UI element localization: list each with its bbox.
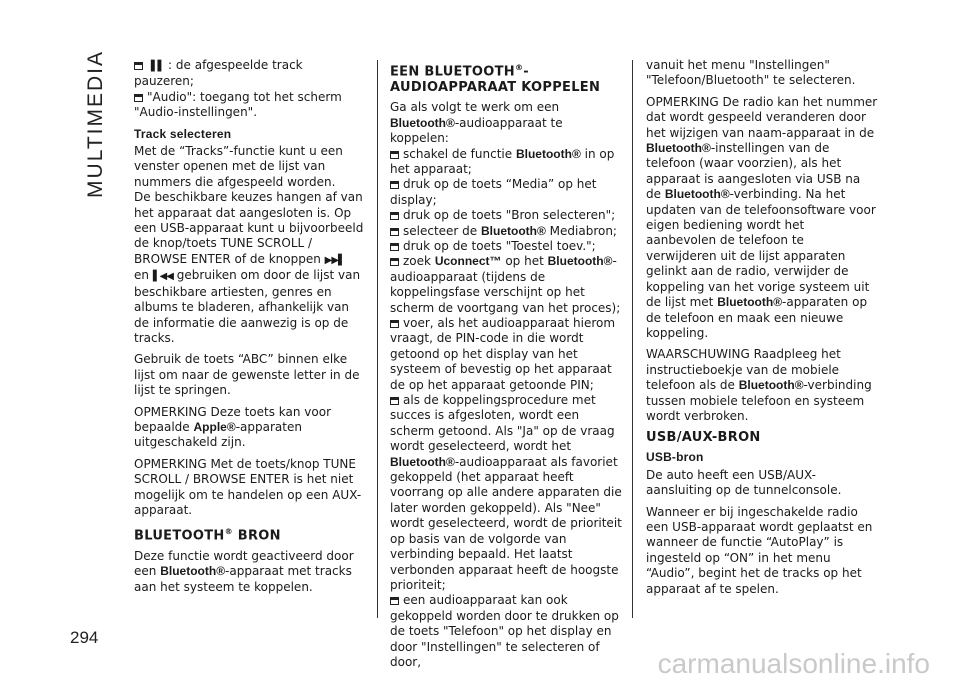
paragraph: Wanneer er bij ingeschakelde radio een USB-apparaat wordt geplaatst en wanneer de functie “AutoPlay” is ingesteld op “ON” in het menu “Audio”, begint het de tracks op het apparaat af te spelen. (646, 504, 873, 596)
paragraph-note: OPMERKING De radio kan het nummer dat wordt gespeeld veranderen door het wijzigen van naam-apparaat in de Bluetooth®-instellingen van de telefoon (waar voorzien), als het apparaat is aangesloten via USB na de Bluetooth®-verbinding. Na het updaten van de telefoonsoftware voor eigen bediening wordt het aanbevolen de telefoon te verwijderen uit de lijst apparaten gelinkt aan de radio, verwijder de koppeling van het vorige systeem uit de lijst met Bluetooth®-apparaten op de telefoon en maak een nieuwe koppeling. (646, 94, 878, 340)
pause-icon: ▌▌ (150, 61, 165, 72)
section-heading-bluetooth-source: BLUETOOTH® BRON (134, 527, 281, 544)
paragraph-note: OPMERKING Deze toets kan voor bepaalde Apple®-apparaten uitgeschakeld zijn. (134, 404, 332, 450)
bullet-step: druk op de toets “Media” op het display; (390, 177, 597, 207)
text-column-1 (134, 58, 366, 601)
bullet-icon (390, 597, 399, 605)
paragraph: Gebruik de toets “ABC” binnen elke lijst om naar de gewenste letter in de lijst te springen. (134, 352, 360, 398)
section-side-title: MULTIMEDIA (84, 50, 107, 198)
bullet-step: schakel de functie Bluetooth® in op het apparaat; (390, 146, 615, 176)
bullet-icon (390, 151, 399, 159)
bullet-icon (390, 397, 399, 405)
bullet-step: zoek Uconnect™ op het Bluetooth®-audioapparaat (tijdens de koppelingsfase verschijnt op het scherm de voortgang van het proces); (390, 254, 621, 315)
bullet-icon (134, 94, 143, 102)
bullet-icon (390, 181, 399, 189)
paragraph: Deze functie wordt geactiveerd door een Bluetooth®-apparaat met tracks aan het systeem te koppelen. (134, 548, 354, 594)
bullet-step: voer, als het audioapparaat hierom vraagt, de PIN-code in die wordt getoond op het display van het systeem of bevestig op het apparaat de op het apparaat getoonde PIN; (390, 316, 616, 392)
bullet-step: selecteer de Bluetooth® Mediabron; (390, 224, 622, 239)
text-column-3 (646, 58, 878, 603)
bullet-icon (390, 258, 399, 266)
bullet-text: "Audio": toegang tot het scherm "Audio-instellingen". (134, 89, 342, 120)
paragraph-note: OPMERKING Met de toets/knop TUNE SCROLL / BROWSE ENTER is het niet mogelijk om te handelen op een AUX-apparaat. (134, 456, 362, 517)
bullet-audio (134, 90, 366, 121)
bullet-icon (390, 320, 399, 328)
paragraph: De auto heeft een USB/AUX-aansluiting op de tunnelconsole. (646, 467, 842, 498)
bullet-icon (390, 243, 399, 251)
bullet-pause (134, 58, 366, 90)
section-heading-pairing: EEN BLUETOOTH®-AUDIOAPPARAAT KOPPELEN (390, 63, 601, 96)
paragraph: Met de “Tracks”-functie kunt u een venster openen met de lijst van nummers die afgespeeld worden. (134, 144, 343, 189)
column-divider (377, 60, 378, 618)
watermark: carmanualsonline.info (657, 648, 930, 679)
subheading-usb-source: USB-bron (646, 450, 704, 465)
subheading-track: Track selecteren (134, 126, 232, 141)
bullet-step: druk op de toets "Bron selecteren"; (390, 208, 622, 223)
bullet-step: druk op de toets "Toestel toev."; (390, 239, 622, 254)
bullet-icon (390, 212, 399, 220)
paragraph: De beschikbare keuzes hangen af van het apparaat dat aangesloten is. Op een USB-apparaat kunt u bijvoorbeeld de knop/toets TUNE SCROLL / BROWSE ENTER of de knoppen ▶▶▌ en ▌◀◀ gebruiken om door de lijst van beschikbare artiesten, genres en albums te bladeren, afhankelijk van de informatie die aanwezig is op de tracks. (134, 190, 364, 345)
bullet-text: : de afgespeelde track pauzeren; (134, 58, 303, 89)
paragraph-warning: WAARSCHUWING Raadpleeg het instructieboekje van de mobiele telefoon als de Bluetooth®-verbinding tussen mobiele telefoon en systeem wordt verbroken. (646, 347, 872, 423)
bullet-step: als de koppelingsprocedure met succes is afgesloten, wordt een scherm getoond. Als "Ja" op de vraag wordt geselecteerd, wordt het Bluetooth®-audioapparaat als favoriet gekoppeld (het apparaat heeft voorrang op alle andere apparaten die later worden gekoppeld). Als "Nee" wordt geselecteerd, wordt de prioriteit op basis van de volgorde van verbinding bepaald. Het laatst verbonden apparaat heeft de hoogste prioriteit; (390, 393, 622, 592)
section-heading-usb-aux: USB/AUX-BRON (646, 430, 761, 446)
paragraph: Ga als volgt te werk om een Bluetooth®-audioapparaat te koppelen: (390, 100, 563, 146)
next-track-icon: ▶▶▌ (324, 254, 345, 266)
text-column-2 (390, 58, 622, 670)
column-divider (632, 60, 633, 618)
bullet-icon (390, 228, 399, 236)
bullet-icon (134, 62, 143, 70)
page-number: 294 (70, 628, 99, 647)
paragraph: vanuit het menu "Instellingen" "Telefoon/Bluetooth" te selecteren. (646, 58, 856, 88)
bullet-step: een audioapparaat kan ook gekoppeld worden door te drukken op de toets "Telefoon" op het display en door "Instellingen" te selecteren of door, (390, 593, 619, 669)
previous-track-icon: ▌◀◀ (152, 271, 173, 283)
